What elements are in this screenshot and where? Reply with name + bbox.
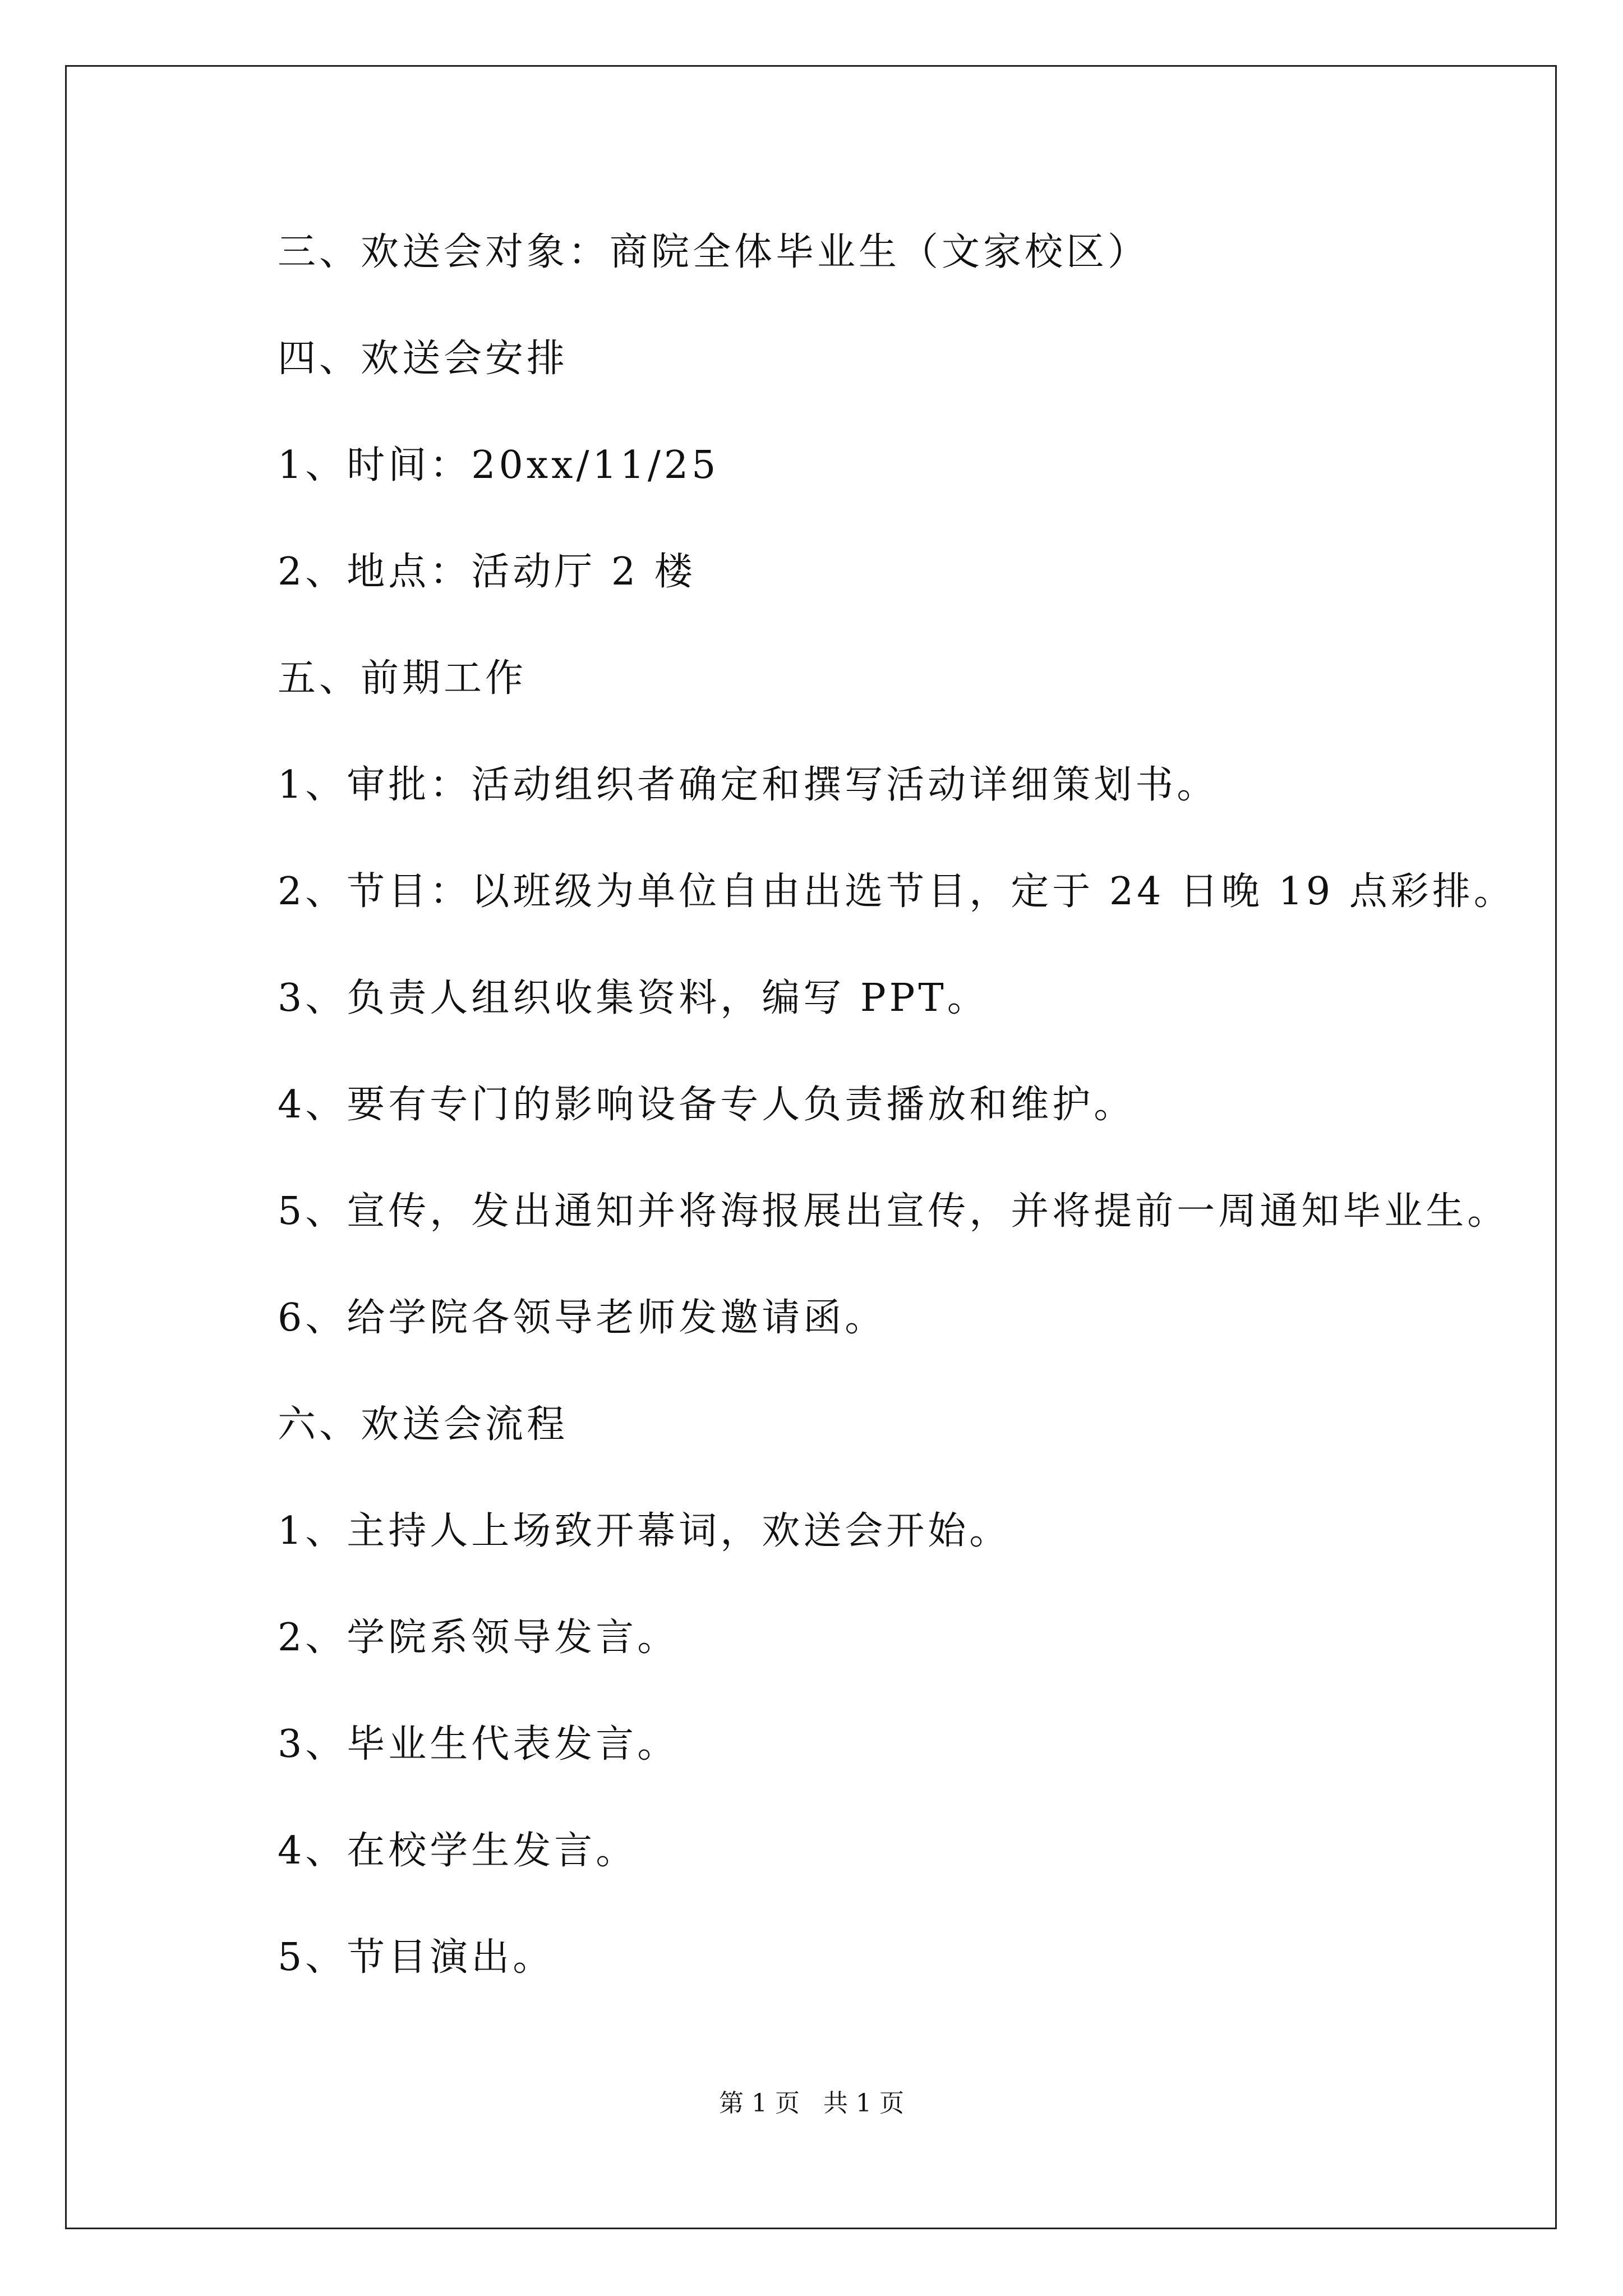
page-footer: 第 1 页 共 1 页 [719, 2089, 904, 2118]
section-heading-6: 六、欢送会流程 [278, 1402, 569, 1447]
list-item: 1、审批：活动组织者确定和撰写活动详细策划书。 [278, 763, 1219, 807]
document-body [278, 222, 1515, 2033]
list-item: 3、负责人组织收集资料，编写 PPT。 [278, 976, 989, 1020]
section-heading-4: 四、欢送会安排 [278, 337, 569, 381]
list-item: 2、节目：以班级为单位自由出选节目，定于 24 日晚 19 点彩排。 [278, 869, 1515, 914]
list-item: 1、主持人上场致开幕词，欢送会开始。 [278, 1509, 1011, 1553]
section-heading-3: 三、欢送会对象：商院全体毕业生（文家校区） [278, 230, 1150, 274]
list-item: 1、时间：20xx/11/25 [278, 443, 720, 487]
list-item: 5、宣传，发出通知并将海报展出宣传，并将提前一周通知毕业生。 [278, 1189, 1509, 1234]
list-item: 2、地点：活动厅 2 楼 [278, 550, 696, 594]
list-item: 4、要有专门的影响设备专人负责播放和维护。 [278, 1083, 1136, 1127]
list-item: 4、在校学生发言。 [278, 1829, 638, 1873]
list-item: 3、毕业生代表发言。 [278, 1722, 679, 1766]
list-item: 2、学院系领导发言。 [278, 1616, 679, 1660]
section-heading-5: 五、前期工作 [278, 656, 527, 701]
list-item: 6、给学院各领导老师发邀请函。 [278, 1296, 887, 1340]
list-item: 5、节目演出。 [278, 1935, 555, 1980]
